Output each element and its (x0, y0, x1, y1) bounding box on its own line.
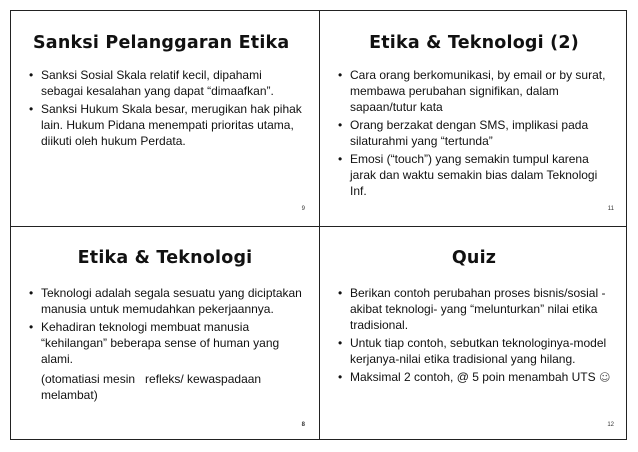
slide-etika-teknologi (11, 227, 319, 442)
slide-title: Etika & Teknologi (2) (369, 33, 579, 53)
bullet-item: • Sanksi Sosial Skala relatif kecil, dipahami sebagai kesalahan yang dapat “dimaafkan”. (29, 67, 305, 99)
bullet-item: • Kehadiran teknologi membuat manusia “kehilangan” beberapa sense of human yang alami. (29, 319, 305, 367)
bullet-item: • Berikan contoh perubahan proses bisnis/sosial -akibat teknologi- yang “melunturkan” nilai etika tradisional. (338, 285, 614, 333)
bullet-text: Maksimal 2 contoh, @ 5 poin menambah UTS (350, 370, 596, 384)
page-number: 8 (301, 422, 305, 428)
slide-title: Etika & Teknologi (77, 248, 253, 268)
slide-sanksi-pelanggaran-etika (11, 11, 319, 226)
bullet-item: • Teknologi adalah segala sesuatu yang diciptakan manusia untuk memudahkan pekerjaannya. (29, 285, 305, 317)
slide-body (29, 285, 305, 403)
slide-title: Quiz (451, 248, 497, 268)
smiley-icon: ☺ (598, 371, 611, 384)
page-number: 12 (607, 422, 614, 428)
slide-etika-teknologi-2 (320, 11, 628, 226)
bullet-item: • Cara orang berkomunikasi, by email or by surat, membawa perubahan signifikan, dalam sapaan/tutur kata (338, 67, 614, 115)
slide-title: Sanksi Pelanggaran Etika (33, 33, 290, 53)
page-number: 11 (607, 206, 614, 212)
bullet-item (338, 369, 614, 386)
page-number: 9 (301, 206, 305, 212)
bullet-item: • Untuk tiap contoh, sebutkan teknologinya-model kerjanya-nilai etika tradisional yang hilang. (338, 335, 614, 367)
bullet-item: • Orang berzakat dengan SMS, implikasi pada silaturahmi yang “tertunda” (338, 117, 614, 149)
bullet-item: • Sanksi Hukum Skala besar, merugikan hak pihak lain. Hukum Pidana menempati prioritas utama, diikuti oleh hukum Perdata. (29, 101, 305, 149)
slide-body (338, 67, 614, 201)
slide-body (29, 67, 305, 151)
slide-quiz (320, 227, 628, 442)
bullet-item: • Emosi (“touch”) yang semakin tumpul karena jarak dan waktu semakin bias dalam Teknologi Inf. (338, 151, 614, 199)
slide-body (338, 285, 614, 388)
slide-note: (otomatiasi mesin refleks/ kewaspadaan melambat) (41, 372, 262, 402)
handout-sheet (10, 10, 627, 440)
